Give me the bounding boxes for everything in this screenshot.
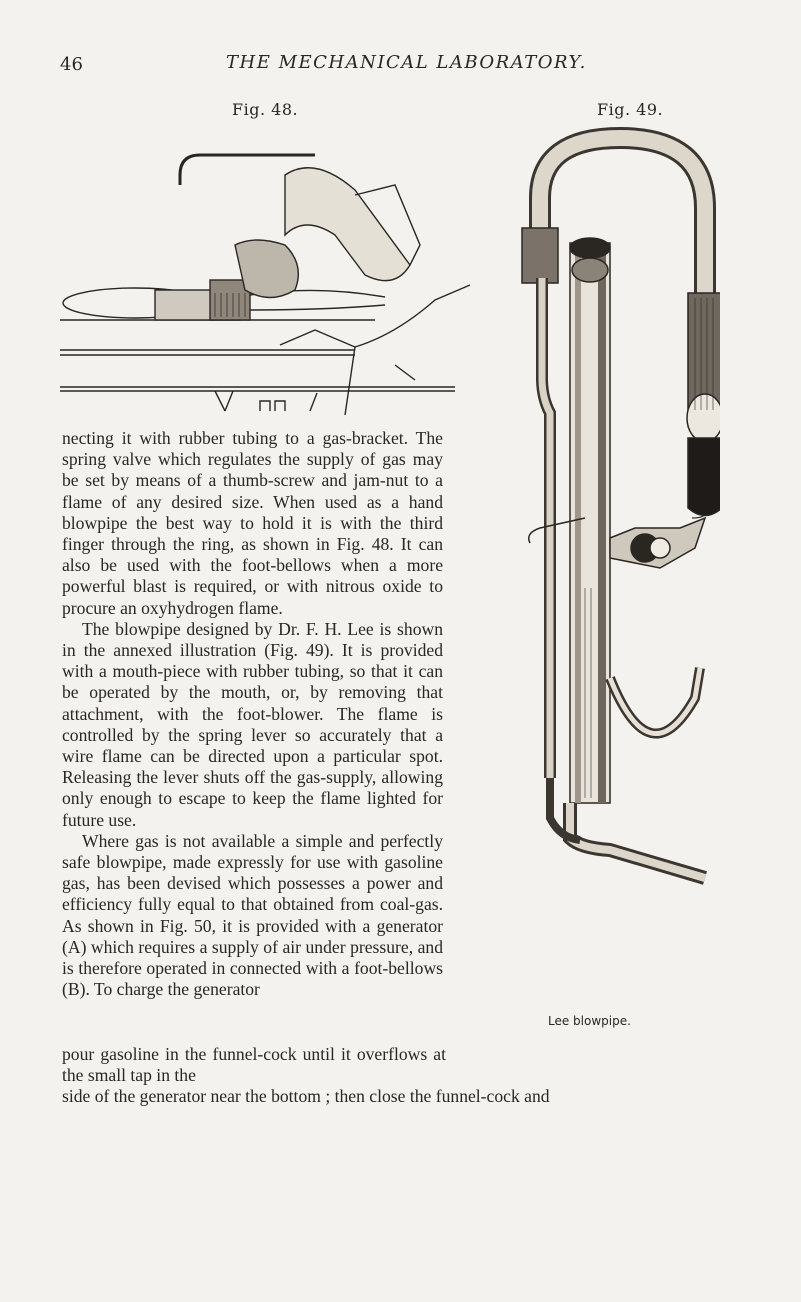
paragraph-3-continued: pour gasoline in the funnel-cock until it overflows at the small tap in the [62, 1044, 446, 1086]
figure-48-illustration [55, 115, 475, 415]
paragraph-3: Where gas is not available a simple and perfectly safe blowpipe, made expressly for use with gasoline gas, has been devised which possesses a power and efficiency fully equal to that obtained from coal-gas. As shown in Fig. 50, it is provided with a generator (A) which requires a supply of air under pressure, and is therefore operated in connected with a foot-bellows (B). To charge the generator [62, 830, 443, 1000]
page-number: 46 [60, 54, 83, 75]
body-text [62, 428, 443, 1000]
figure-49-illustration [470, 118, 720, 1018]
figure-49-label: Fig. 49. [597, 100, 664, 119]
final-line: side of the generator near the bottom ; then close the funnel-cock and [62, 1086, 550, 1106]
running-head: THE MECHANICAL LABORATORY. [226, 52, 587, 73]
paragraph-2: The blowpipe designed by Dr. F. H. Lee is shown in the annexed illustration (Fig. 49). It is provided with a mouth-piece with rubber tubing, so that it can be operated by the mouth, or, by removing that attachment, with the foot-blower. The flame is controlled by the spring lever so accurately that a wire flame can be directed upon a particular spot. Releasing the lever shuts off the gas-supply, allowing only enough to escape to keep the flame lighted for future use. [62, 618, 443, 830]
figure-48-label: Fig. 48. [232, 100, 299, 119]
figure-49-caption: Lee blowpipe. [548, 1014, 631, 1028]
paragraph-1: necting it with rubber tubing to a gas-bracket. The spring valve which regulates the supply of gas may be set by means of a thumb-screw and jam-nut to a flame of any desired size. When used as a hand blowpipe the best way to hold it is with the third finger through the ring, as shown in Fig. 48. It can also be used with the foot-bellows when a more powerful blast is required, or with nitrous oxide to procure an oxyhydrogen flame. [62, 428, 443, 618]
